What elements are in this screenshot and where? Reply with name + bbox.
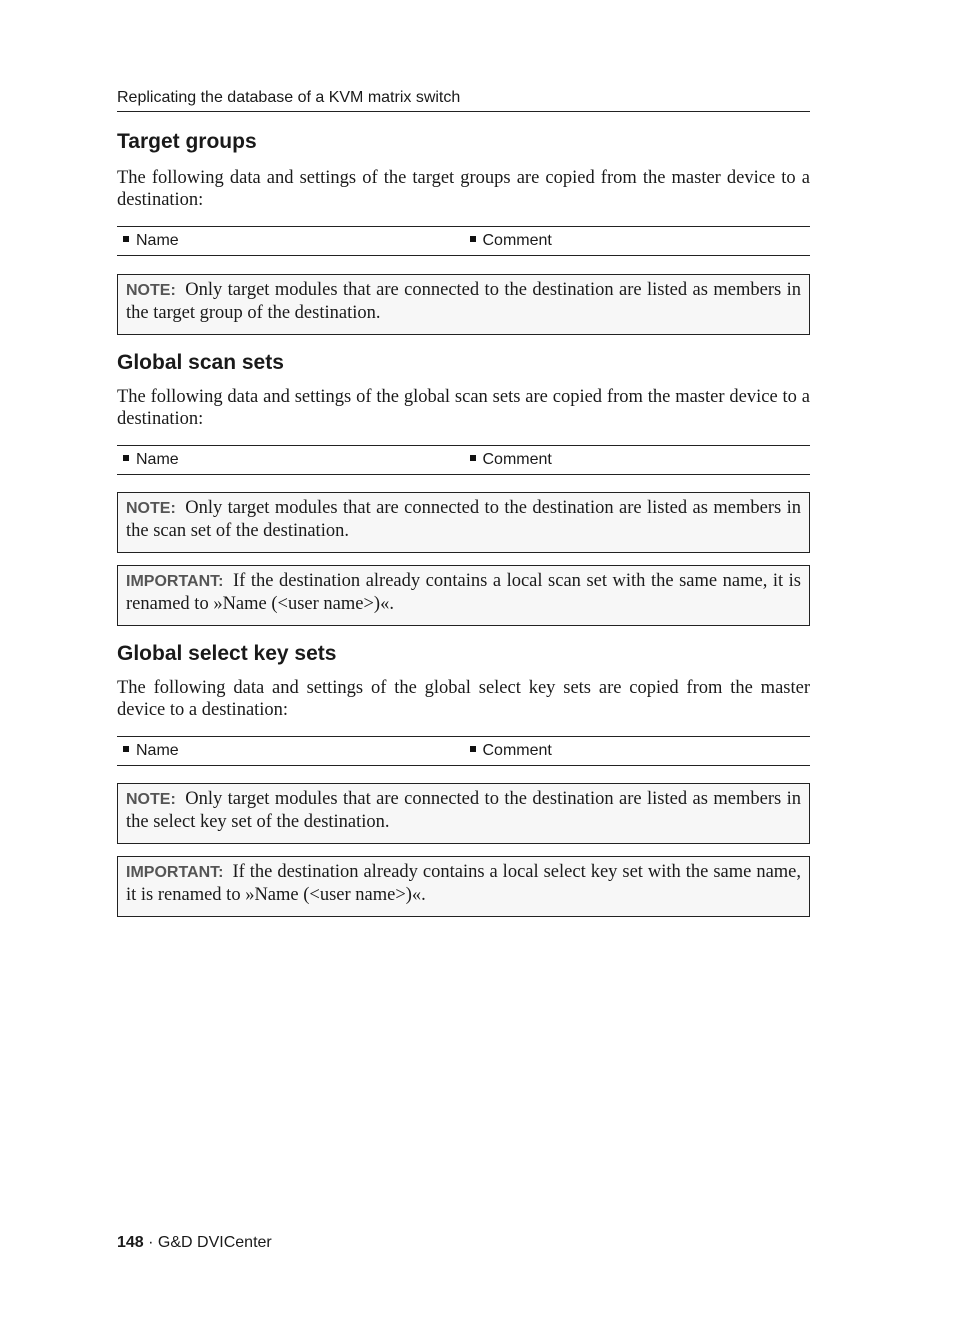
data-list: [117, 736, 810, 766]
page-content: [117, 88, 810, 917]
running-header: Replicating the database of a KVM matrix switch: [117, 88, 810, 112]
list-item: Comment: [464, 451, 811, 469]
bullet-icon: [123, 236, 129, 242]
list-item: Name: [117, 451, 464, 469]
section-title-global-select-key-sets: Global select key sets: [117, 642, 337, 665]
note-box: [117, 783, 810, 844]
important-text: If the destination already contains a local scan set with the same name, it is renamed to »Name (<user name>)«.: [126, 571, 801, 614]
data-list: [117, 445, 810, 475]
important-text: If the destination already contains a local select key set with the same name, it is renamed to »Name (<user name>)«.: [126, 862, 802, 905]
section-intro: The following data and settings of the global select key sets are copied from the master device to a destination:: [117, 678, 810, 720]
note-box: [117, 492, 810, 553]
note-label: NOTE:: [126, 282, 176, 299]
important-box: [117, 565, 810, 626]
note-text: Only target modules that are connected to the destination are listed as members in the target group of the destination.: [126, 280, 802, 323]
list-item: Name: [117, 742, 464, 760]
section-intro: The following data and settings of the target groups are copied from the master device to a destination:: [117, 168, 810, 210]
footer-product: G&D DVICenter: [157, 1234, 272, 1251]
bullet-icon: [123, 746, 129, 752]
note-text: Only target modules that are connected to the destination are listed as members in the select key set of the destination.: [126, 789, 802, 832]
footer-separator: ·: [143, 1234, 158, 1251]
list-item: Comment: [464, 742, 811, 760]
note-label: NOTE:: [126, 791, 176, 808]
list-item: Comment: [464, 232, 811, 250]
bullet-icon: [123, 455, 129, 461]
page-footer: [117, 1234, 272, 1252]
important-label: IMPORTANT:: [126, 864, 224, 881]
data-list: [117, 226, 810, 256]
note-box: [117, 274, 810, 335]
section-intro: The following data and settings of the global scan sets are copied from the master device to a destination:: [117, 387, 810, 429]
bullet-icon: [470, 455, 476, 461]
important-box: [117, 856, 810, 917]
note-label: NOTE:: [126, 500, 176, 517]
page-number: 148: [117, 1234, 144, 1251]
bullet-icon: [470, 236, 476, 242]
section-title-global-scan-sets: Global scan sets: [117, 351, 284, 374]
important-label: IMPORTANT:: [126, 573, 224, 590]
section-title-target-groups: Target groups: [117, 130, 257, 153]
list-item: Name: [117, 232, 464, 250]
bullet-icon: [470, 746, 476, 752]
note-text: Only target modules that are connected to the destination are listed as members in the scan set of the destination.: [126, 498, 802, 541]
